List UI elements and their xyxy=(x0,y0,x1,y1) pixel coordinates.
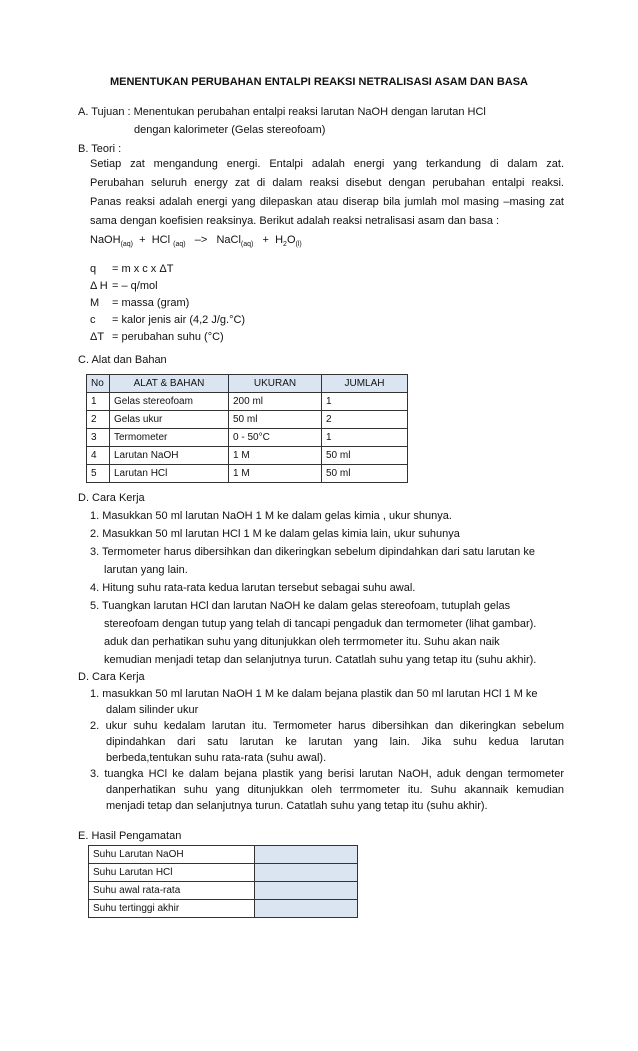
formula-def-dh: = – q/mol xyxy=(112,280,158,292)
cell-ukuran: 1 M xyxy=(229,447,322,465)
nacl: NaCl xyxy=(216,234,241,246)
hasil-value-cell[interactable] xyxy=(255,900,358,918)
nacl-state: (aq) xyxy=(240,241,254,249)
arrow: –> xyxy=(194,234,208,246)
cara1-step-5b: stereofoam dengan tutup yang telah di tancapi pengaduk dan termometer (lihat gambar). xyxy=(104,618,537,630)
cara1-step-3b: larutan yang lain. xyxy=(104,564,188,576)
h2o-h: H xyxy=(275,234,284,246)
hcl: HCl xyxy=(151,234,171,246)
table-row xyxy=(87,429,408,447)
cara2-step-2b: dipindahkan dari satu larutan ke larutan yang lain. Jika suhu kedua larutan xyxy=(106,736,564,748)
teori-line-3: Panas reaksi adalah energi yang dilepaskan atau diserap bila jumlah mol masing –masing zat xyxy=(90,196,564,208)
cell-no: 4 xyxy=(87,447,110,465)
cell-jumlah: 50 ml xyxy=(322,447,408,465)
formula-def-c: = kalor jenis air (4,2 J/g.°C) xyxy=(112,314,246,326)
formula-sym-dt: ΔT xyxy=(90,331,105,343)
table-row xyxy=(87,447,408,465)
cara1-step-5d: kemudian menjadi tetap dan selanjutnya turun. Catatlah suhu yang tetap itu (suhu akhir). xyxy=(104,654,537,666)
h2o-state: (l) xyxy=(295,241,302,249)
formula-sym-q: q xyxy=(90,263,97,275)
cara1-step-5c: aduk dan perhatikan suhu yang ditunjukkan oleh terrmometer itu. Suhu akan naik xyxy=(104,636,500,648)
plus-1: + xyxy=(139,234,146,246)
hasil-value-cell[interactable] xyxy=(255,846,358,864)
table-row xyxy=(87,393,408,411)
cell-alat: Gelas stereofoam xyxy=(110,393,229,411)
tujuan-line-1: A. Tujuan : Menentukan perubahan entalpi reaksi larutan NaOH dengan larutan HCl xyxy=(78,106,486,118)
cara1-step-2: 2. Masukkan 50 ml larutan HCl 1 M ke dalam gelas kimia lain, ukur suhunya xyxy=(90,528,460,540)
cara1-step-4: 4. Hitung suhu rata-rata kedua larutan tersebut sebagai suhu awal. xyxy=(90,582,416,594)
alat-heading: C. Alat dan Bahan xyxy=(78,354,167,366)
cell-no: 2 xyxy=(87,411,110,429)
teori-line-4: sama dengan koefisien reaksinya. Berikut adalah reaksi netralisasi asam dan basa : xyxy=(90,215,500,227)
cell-jumlah: 1 xyxy=(322,429,408,447)
alat-table xyxy=(86,374,408,483)
table-row xyxy=(89,864,358,882)
hasil-label: Suhu tertinggi akhir xyxy=(89,900,255,918)
formula-sym-m: M xyxy=(90,297,100,309)
cara2-step-3c: menjadi tetap dan selanjutnya turun. Catatlah suhu yang tetap itu (suhu akhir). xyxy=(106,800,488,812)
cell-no: 5 xyxy=(87,465,110,483)
cara1-heading: D. Cara Kerja xyxy=(78,492,145,504)
hasil-label: Suhu Larutan NaOH xyxy=(89,846,255,864)
formula-sym-dh: Δ H xyxy=(90,280,108,292)
cell-no: 1 xyxy=(87,393,110,411)
cell-no: 3 xyxy=(87,429,110,447)
cara2-step-2: 2. ukur suhu kedalam larutan itu. Termometer harus dibersihkan dan dikeringkan sebelum xyxy=(90,720,564,732)
cell-alat: Larutan NaOH xyxy=(110,447,229,465)
cell-ukuran: 0 - 50°C xyxy=(229,429,322,447)
table-row xyxy=(89,882,358,900)
h2o-2: 2 xyxy=(283,241,287,249)
table-row xyxy=(89,900,358,918)
naoh-state: (aq) xyxy=(120,241,134,249)
table-row xyxy=(89,846,358,864)
cara1-step-3: 3. Termometer harus dibersihkan dan dikeringkan sebelum dipindahkan dari satu larutan ke xyxy=(90,546,535,558)
hcl-state: (aq) xyxy=(173,241,186,249)
cell-jumlah: 1 xyxy=(322,393,408,411)
cell-alat: Termometer xyxy=(110,429,229,447)
cara1-step-1: 1. Masukkan 50 ml larutan NaOH 1 M ke dalam gelas kimia , ukur shunya. xyxy=(90,510,452,522)
reaction-equation xyxy=(90,234,302,248)
cara2-step-1: 1. masukkan 50 ml larutan NaOH 1 M ke dalam bejana plastik dan 50 ml larutan HCl 1 M ke xyxy=(90,688,538,700)
hasil-label: Suhu Larutan HCl xyxy=(89,864,255,882)
cell-ukuran: 200 ml xyxy=(229,393,322,411)
col-alat: ALAT & BAHAN xyxy=(110,375,229,393)
naoh: NaOH xyxy=(90,234,121,246)
cell-alat: Larutan HCl xyxy=(110,465,229,483)
cara2-step-3b: danperhatikan suhu yang ditunjukkan oleh terrmometer itu. Suhu akannaik kemudian xyxy=(106,784,564,796)
cell-ukuran: 50 ml xyxy=(229,411,322,429)
alat-table-header xyxy=(87,375,408,393)
formula-sym-c: c xyxy=(90,314,96,326)
cell-jumlah: 50 ml xyxy=(322,465,408,483)
teori-line-2: Perubahan seluruh energy zat di dalam reaksi disebut dengan perubahan entalpi reaksi. xyxy=(90,177,564,189)
h2o-o: O xyxy=(286,234,296,246)
cell-ukuran: 1 M xyxy=(229,465,322,483)
formula-def-dt: = perubahan suhu (°C) xyxy=(112,331,224,343)
cara2-step-2c: berbeda,tentukan suhu rata-rata (suhu awal). xyxy=(106,752,327,764)
col-jumlah: JUMLAH xyxy=(322,375,408,393)
plus-2: + xyxy=(262,234,269,246)
teori-line-1: Setiap zat mengandung energi. Entalpi adalah energi yang terkandung di dalam zat. xyxy=(90,158,564,170)
hasil-heading: E. Hasil Pengamatan xyxy=(78,830,182,842)
cara2-heading: D. Cara Kerja xyxy=(78,671,145,683)
table-row xyxy=(87,411,408,429)
col-no: No xyxy=(87,375,110,393)
cell-jumlah: 2 xyxy=(322,411,408,429)
cara2-step-3: 3. tuangka HCl ke dalam bejana plastik yang berisi larutan NaOH, aduk dengan termometer xyxy=(90,768,564,780)
tujuan-line-2: dengan kalorimeter (Gelas stereofoam) xyxy=(134,124,326,136)
formula-def-m: = massa (gram) xyxy=(112,297,190,309)
page-title: MENENTUKAN PERUBAHAN ENTALPI REAKSI NETRALISASI ASAM DAN BASA xyxy=(109,76,528,88)
table-row xyxy=(87,465,408,483)
col-ukuran: UKURAN xyxy=(229,375,322,393)
hasil-value-cell[interactable] xyxy=(255,864,358,882)
hasil-table xyxy=(88,845,358,918)
cell-alat: Gelas ukur xyxy=(110,411,229,429)
cara2-step-1b: dalam silinder ukur xyxy=(106,704,199,716)
formula-def-q: = m x c x ΔT xyxy=(112,263,174,275)
cara1-step-5: 5. Tuangkan larutan HCl dan larutan NaOH ke dalam gelas stereofoam, tutuplah gelas xyxy=(90,600,511,612)
hasil-value-cell[interactable] xyxy=(255,882,358,900)
hasil-label: Suhu awal rata-rata xyxy=(89,882,255,900)
teori-heading: B. Teori : xyxy=(78,143,122,155)
